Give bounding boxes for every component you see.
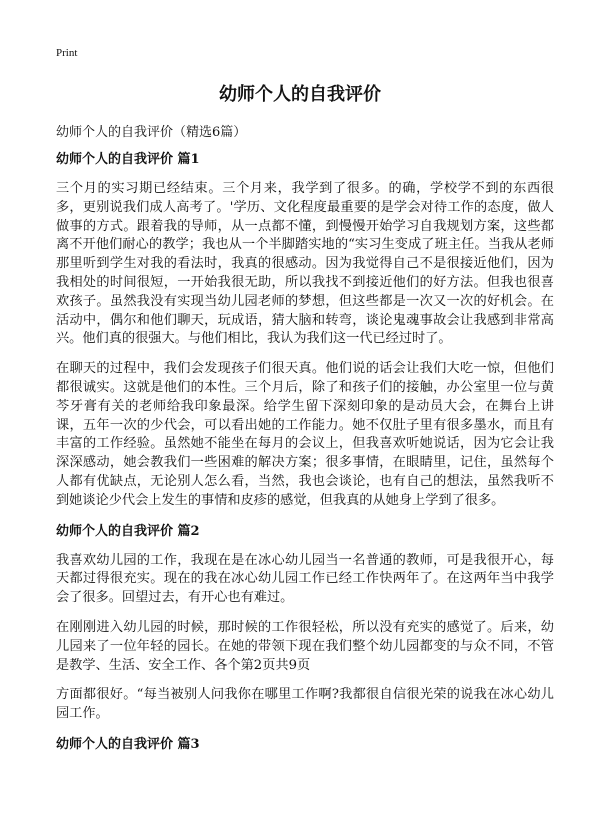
paragraph: 三个月的实习期已经结束。三个月来，我学到了很多。的确，学校学不到的东西很多，更别说我们成人高考了。'学历、文化程度最重要的是学会对待工作的态度，做人做事的方式。跟着我的导师，从一点都不懂，到慢慢开始学习自我规划方案，这些都离不开他们耐心的教学；我也从一个半脚踏实地的“实习生变成了班主任。当我从老师那里听到学生对我的看法时，我真的很感动。因为我觉得自己不是很接近他们，因为我相处的时间很短，一开始我很无助，所以我找不到接近他们的好方法。但我也很喜欢孩子。虽然我没有实现当幼儿园老师的梦想，但这些都是一次又一次的好机会。在活动中，偶尔和他们聊天，玩成语，猜大脑和转弯，谈论鬼魂事故会让我感到非常高兴。他们真的很强大。与他们相比，我认为我们这一代已经过时了。 bbox=[56, 181, 554, 347]
section-3 bbox=[56, 735, 554, 754]
paragraph: 在聊天的过程中，我们会发现孩子们很天真。他们说的话会让我们大吃一惊，但他们都很诚实。这就是他们的本性。三个月后，除了和孩子们的接触，办公室里一位与黄芩牙膏有关的老师给我印象最深。给学生留下深刻印象的是动员大会，在舞台上讲课，五年一次的少代会，可以看出她的工作能力。她不仅肚子里有很多墨水，而且有丰富的工作经验。虽然她不能坐在每月的会议上，但我喜欢听她说话，因为它会让我深深感动，她会教我们一些困难的解决方案；很多事情，在眼睛里，记住，虽然每个人都有优缺点，无论别人怎么看，当然，我也会谈论，也有自己的想法，虽然我听不到她谈论少代会上发生的事情和皮疹的感觉，但我真的从她身上学到了很多。 bbox=[56, 361, 554, 508]
section-heading: 幼师个人的自我评价 篇1 bbox=[56, 152, 200, 167]
page-title: 幼师个人的自我评价 bbox=[219, 84, 381, 105]
paragraph: 在刚刚进入幼儿园的时候，那时候的工作很轻松，所以没有充实的感觉了。后来，幼儿园来了一位年轻的园长。在她的带领下现在我们整个幼儿园都变的与众不同，不管是教学、生活、安全工作、各个第2页共9页 bbox=[56, 619, 554, 673]
paragraph: 我喜欢幼儿园的工作，我现在是在冰心幼儿园当一名普通的教师，可是我很开心，每天都过得很充实。现在的我在冰心幼儿园工作已经工作快两年了。在这两年当中我学会了很多。回望过去，有开心也有难过。 bbox=[56, 552, 554, 606]
section-2 bbox=[56, 522, 554, 724]
paragraph: 方面都很好。“每当被别人问我你在哪里工作啊?我都很自信很光荣的说我在冰心幼儿园工作。 bbox=[56, 687, 554, 722]
document-body bbox=[56, 150, 554, 765]
print-label: Print bbox=[56, 47, 78, 59]
section-1 bbox=[56, 150, 554, 511]
section-heading: 幼师个人的自我评价 篇2 bbox=[56, 523, 200, 539]
section-heading: 幼师个人的自我评价 篇3 bbox=[56, 736, 200, 752]
document-subtitle: 幼师个人的自我评价（精选6篇） bbox=[56, 125, 247, 140]
